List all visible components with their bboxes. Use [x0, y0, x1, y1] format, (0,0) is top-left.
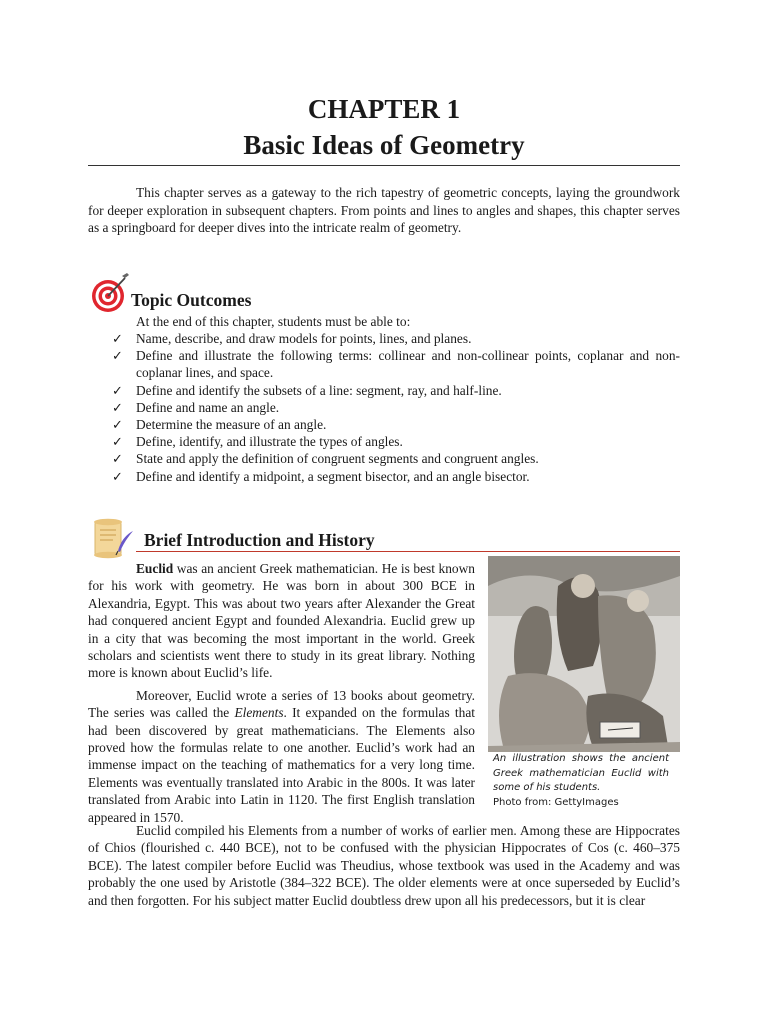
outcomes-lead: At the end of this chapter, students must be able to: [136, 314, 411, 329]
check-icon: ✓ [112, 434, 123, 450]
history-paragraph-1: Euclid was an ancient Greek mathematician. He is best known for his work with geometry. He was born in about 300 BCE in Alexandria, Egypt. This was about two years after Alexander the Great had conquered ancient Egypt and founded Alexandria. Euclid grew up in a city that was becoming the most important in the world. Greek scholars and scientists went there to study in its great library. Nothing more is known about Euclid’s life. [88, 561, 475, 681]
list-item: ✓ Define and identify the subsets of a line: segment, ray, and half-line. [112, 382, 502, 398]
history-left-column [88, 560, 475, 826]
topic-outcomes-heading: Topic Outcomes [131, 290, 252, 310]
scroll-quill-icon [89, 517, 135, 559]
history-paragraph-2: Moreover, Euclid wrote a series of 13 books about geometry. The series was called the Elements. It expanded on the formulas that had been discovered by great mathematicians. The Elements also proved how the formulas relate to one another. Euclid’s work had an immense impact on the teaching of mathematics for a very long time. Elements was eventually translated into Arabic in the 800s. It was later translated from Arabic into Latin in 1120. The first English translation appeared in 1570. [88, 687, 475, 825]
chapter-intro: This chapter serves as a gateway to the rich tapestry of geometric concepts, laying the groundwork for deeper exploration in subsequent chapters. From points and lines to angles and shapes, this chapter serves as a springboard for deeper dives into the intricate realm of geometry. [88, 185, 680, 235]
history-divider [136, 551, 680, 552]
list-item: ✓ Define and name an angle. [112, 399, 280, 415]
list-item: ✓ Define, identify, and illustrate the types of angles. [112, 434, 403, 450]
list-item: ✓ Name, describe, and draw models for points, lines, and planes. [112, 331, 472, 346]
chapter-number: CHAPTER 1 [307, 94, 461, 124]
title-divider [88, 165, 680, 166]
figure-caption: An illustration shows the ancient Greek mathematician Euclid with some of his students. [493, 753, 669, 794]
list-item: ✓ Define and identify a midpoint, a segment bisector, and an angle bisector. [112, 468, 530, 484]
list-item: ✓ Determine the measure of an angle. [112, 417, 327, 433]
check-icon: ✓ [112, 417, 123, 433]
list-item: ✓ State and apply the definition of congruent segments and congruent angles. [112, 451, 539, 467]
outcomes-list [112, 330, 680, 485]
check-icon: ✓ [112, 331, 123, 346]
history-paragraph-3: Euclid compiled his Elements from a number of works of earlier men. Among these are Hippocrates of Chios (flourished c. 440 BCE), not to be confused with the physician Hippocrates of Cos (c. 460–375 BCE). The latest compiler before Euclid was Theudius, whose textbook was used in the Academy and was probably the one used by Aristotle (384–322 BCE). The older elements were at once superseded by Euclid’s and then forgotten. For his subject matter Euclid doubtless drew upon all his predecessors, but it is clear [88, 823, 680, 908]
chapter-title: Basic Ideas of Geometry [243, 130, 525, 160]
check-icon: ✓ [112, 399, 123, 415]
list-item: ✓ Define and illustrate the following terms: collinear and non-collinear points, coplanar and non-coplanar lines, and space. [112, 348, 680, 381]
euclid-illustration [488, 556, 680, 752]
history-heading: Brief Introduction and History [144, 530, 375, 550]
figure-credit: Photo from: GettyImages [493, 797, 619, 808]
target-icon [89, 272, 131, 314]
check-icon: ✓ [112, 468, 123, 484]
check-icon: ✓ [112, 382, 123, 398]
check-icon: ✓ [112, 451, 123, 467]
check-icon: ✓ [112, 348, 123, 364]
